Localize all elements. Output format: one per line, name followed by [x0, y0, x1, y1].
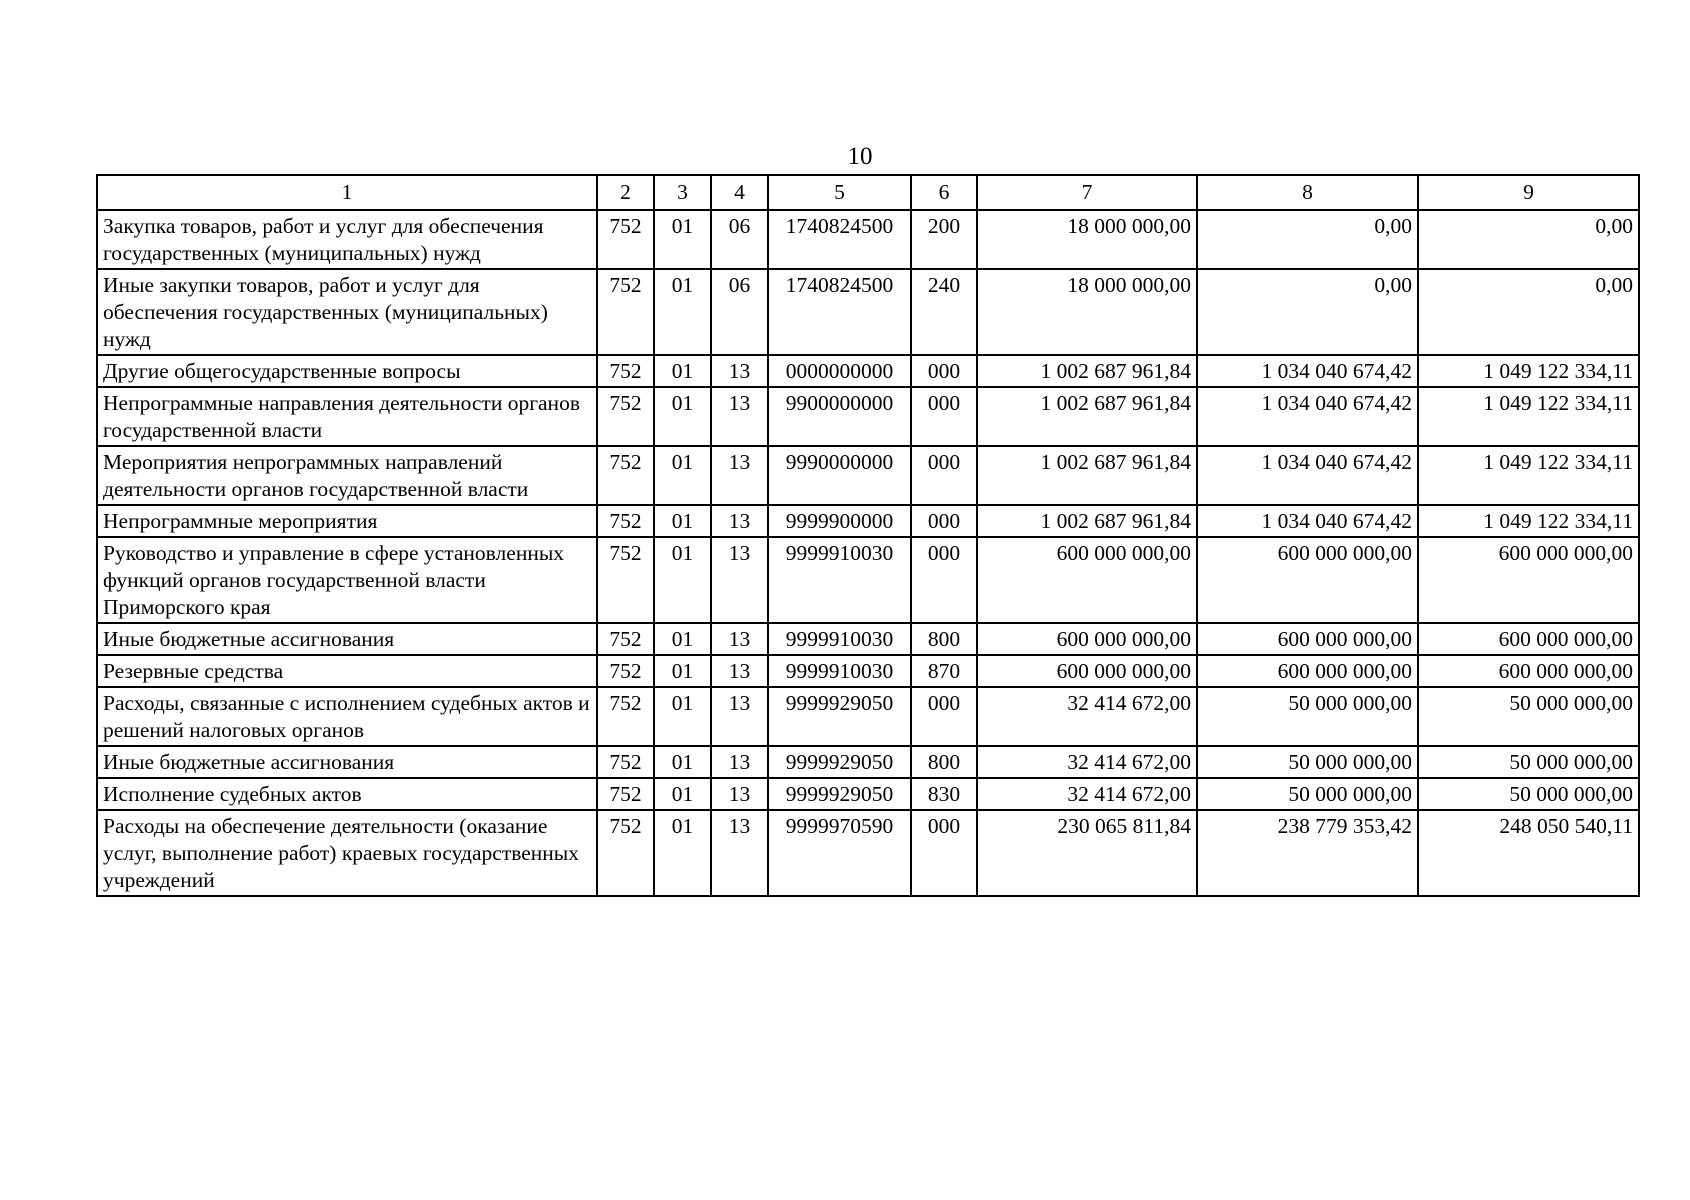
amount-cell: 50 000 000,00 [1197, 746, 1418, 778]
amount-cell: 32 414 672,00 [977, 778, 1197, 810]
row-name-cell: Непрограммные направления деятельности органов государственной власти [97, 387, 597, 446]
amount-cell: 600 000 000,00 [1197, 623, 1418, 655]
amount-cell: 1 034 040 674,42 [1197, 387, 1418, 446]
amount-cell: 50 000 000,00 [1418, 778, 1639, 810]
table-row [97, 746, 1639, 778]
code-cell: 000 [911, 355, 977, 387]
amount-cell: 1 049 122 334,11 [1418, 446, 1639, 505]
column-header: 3 [654, 175, 711, 210]
code-cell: 000 [911, 505, 977, 537]
amount-cell: 1 034 040 674,42 [1197, 505, 1418, 537]
amount-cell: 50 000 000,00 [1197, 687, 1418, 746]
table-row [97, 655, 1639, 687]
amount-cell: 32 414 672,00 [977, 746, 1197, 778]
row-name-cell: Расходы на обеспечение деятельности (оказание услуг, выполнение работ) краевых государственных учреждений [97, 810, 597, 896]
code-cell: 752 [597, 210, 654, 269]
page-number: 10 [847, 143, 873, 170]
amount-cell: 230 065 811,84 [977, 810, 1197, 896]
row-name-cell: Другие общегосударственные вопросы [97, 355, 597, 387]
amount-cell: 600 000 000,00 [1197, 537, 1418, 623]
code-cell: 9999910030 [768, 623, 911, 655]
code-cell: 000 [911, 387, 977, 446]
table-row [97, 810, 1639, 896]
row-name-cell: Иные бюджетные ассигнования [97, 746, 597, 778]
column-header: 5 [768, 175, 911, 210]
table-row [97, 210, 1639, 269]
column-header: 6 [911, 175, 977, 210]
row-name-cell: Руководство и управление в сфере установленных функций органов государственной власти Приморского края [97, 537, 597, 623]
amount-cell: 600 000 000,00 [977, 655, 1197, 687]
budget-table [96, 174, 1640, 897]
amount-cell: 18 000 000,00 [977, 210, 1197, 269]
amount-cell: 32 414 672,00 [977, 687, 1197, 746]
amount-cell: 1 049 122 334,11 [1418, 387, 1639, 446]
amount-cell: 0,00 [1418, 210, 1639, 269]
table-header-row [97, 175, 1639, 210]
amount-cell: 600 000 000,00 [1418, 655, 1639, 687]
code-cell: 752 [597, 810, 654, 896]
amount-cell: 600 000 000,00 [1197, 655, 1418, 687]
row-name-cell: Непрограммные мероприятия [97, 505, 597, 537]
code-cell: 752 [597, 269, 654, 355]
code-cell: 0000000000 [768, 355, 911, 387]
code-cell: 870 [911, 655, 977, 687]
amount-cell: 1 002 687 961,84 [977, 355, 1197, 387]
amount-cell: 18 000 000,00 [977, 269, 1197, 355]
code-cell: 9999910030 [768, 655, 911, 687]
amount-cell: 1 049 122 334,11 [1418, 505, 1639, 537]
code-cell: 752 [597, 623, 654, 655]
code-cell: 13 [711, 505, 768, 537]
code-cell: 13 [711, 810, 768, 896]
code-cell: 01 [654, 537, 711, 623]
code-cell: 9900000000 [768, 387, 911, 446]
amount-cell: 0,00 [1418, 269, 1639, 355]
code-cell: 000 [911, 446, 977, 505]
code-cell: 9999910030 [768, 537, 911, 623]
table-row [97, 387, 1639, 446]
code-cell: 06 [711, 210, 768, 269]
code-cell: 752 [597, 655, 654, 687]
code-cell: 13 [711, 446, 768, 505]
column-header: 1 [97, 175, 597, 210]
amount-cell: 50 000 000,00 [1418, 687, 1639, 746]
code-cell: 01 [654, 387, 711, 446]
table-row [97, 446, 1639, 505]
amount-cell: 0,00 [1197, 210, 1418, 269]
code-cell: 752 [597, 746, 654, 778]
table-row [97, 687, 1639, 746]
amount-cell: 600 000 000,00 [1418, 537, 1639, 623]
amount-cell: 1 034 040 674,42 [1197, 446, 1418, 505]
code-cell: 01 [654, 655, 711, 687]
row-name-cell: Иные бюджетные ассигнования [97, 623, 597, 655]
code-cell: 752 [597, 446, 654, 505]
code-cell: 240 [911, 269, 977, 355]
row-name-cell: Исполнение судебных актов [97, 778, 597, 810]
code-cell: 01 [654, 810, 711, 896]
code-cell: 000 [911, 687, 977, 746]
column-header: 8 [1197, 175, 1418, 210]
amount-cell: 238 779 353,42 [1197, 810, 1418, 896]
amount-cell: 1 002 687 961,84 [977, 446, 1197, 505]
column-header: 9 [1418, 175, 1639, 210]
table-row [97, 269, 1639, 355]
code-cell: 01 [654, 746, 711, 778]
column-header: 7 [977, 175, 1197, 210]
column-header: 4 [711, 175, 768, 210]
code-cell: 752 [597, 505, 654, 537]
code-cell: 13 [711, 623, 768, 655]
code-cell: 01 [654, 687, 711, 746]
code-cell: 9999970590 [768, 810, 911, 896]
code-cell: 830 [911, 778, 977, 810]
code-cell: 13 [711, 355, 768, 387]
code-cell: 9999900000 [768, 505, 911, 537]
row-name-cell: Иные закупки товаров, работ и услуг для обеспечения государственных (муниципальных) нужд [97, 269, 597, 355]
code-cell: 06 [711, 269, 768, 355]
table-row [97, 623, 1639, 655]
table-row [97, 778, 1639, 810]
amount-cell: 600 000 000,00 [977, 623, 1197, 655]
table-row [97, 537, 1639, 623]
code-cell: 13 [711, 537, 768, 623]
table-body [97, 210, 1639, 896]
amount-cell: 0,00 [1197, 269, 1418, 355]
code-cell: 9990000000 [768, 446, 911, 505]
code-cell: 13 [711, 387, 768, 446]
amount-cell: 1 002 687 961,84 [977, 387, 1197, 446]
code-cell: 1740824500 [768, 269, 911, 355]
code-cell: 000 [911, 810, 977, 896]
code-cell: 9999929050 [768, 746, 911, 778]
row-name-cell: Резервные средства [97, 655, 597, 687]
code-cell: 752 [597, 387, 654, 446]
code-cell: 01 [654, 623, 711, 655]
code-cell: 200 [911, 210, 977, 269]
amount-cell: 1 034 040 674,42 [1197, 355, 1418, 387]
row-name-cell: Расходы, связанные с исполнением судебных актов и решений налоговых органов [97, 687, 597, 746]
code-cell: 800 [911, 746, 977, 778]
code-cell: 9999929050 [768, 687, 911, 746]
code-cell: 01 [654, 778, 711, 810]
code-cell: 800 [911, 623, 977, 655]
amount-cell: 50 000 000,00 [1418, 746, 1639, 778]
amount-cell: 1 049 122 334,11 [1418, 355, 1639, 387]
code-cell: 1740824500 [768, 210, 911, 269]
code-cell: 752 [597, 687, 654, 746]
code-cell: 01 [654, 446, 711, 505]
code-cell: 01 [654, 210, 711, 269]
amount-cell: 248 050 540,11 [1418, 810, 1639, 896]
code-cell: 13 [711, 687, 768, 746]
code-cell: 01 [654, 505, 711, 537]
code-cell: 13 [711, 746, 768, 778]
code-cell: 752 [597, 355, 654, 387]
row-name-cell: Закупка товаров, работ и услуг для обеспечения государственных (муниципальных) нужд [97, 210, 597, 269]
amount-cell: 600 000 000,00 [1418, 623, 1639, 655]
code-cell: 13 [711, 778, 768, 810]
code-cell: 752 [597, 537, 654, 623]
table-row [97, 505, 1639, 537]
code-cell: 01 [654, 269, 711, 355]
column-header: 2 [597, 175, 654, 210]
code-cell: 752 [597, 778, 654, 810]
row-name-cell: Мероприятия непрограммных направлений деятельности органов государственной власти [97, 446, 597, 505]
code-cell: 000 [911, 537, 977, 623]
amount-cell: 600 000 000,00 [977, 537, 1197, 623]
table-row [97, 355, 1639, 387]
amount-cell: 1 002 687 961,84 [977, 505, 1197, 537]
amount-cell: 50 000 000,00 [1197, 778, 1418, 810]
code-cell: 9999929050 [768, 778, 911, 810]
code-cell: 13 [711, 655, 768, 687]
code-cell: 01 [654, 355, 711, 387]
